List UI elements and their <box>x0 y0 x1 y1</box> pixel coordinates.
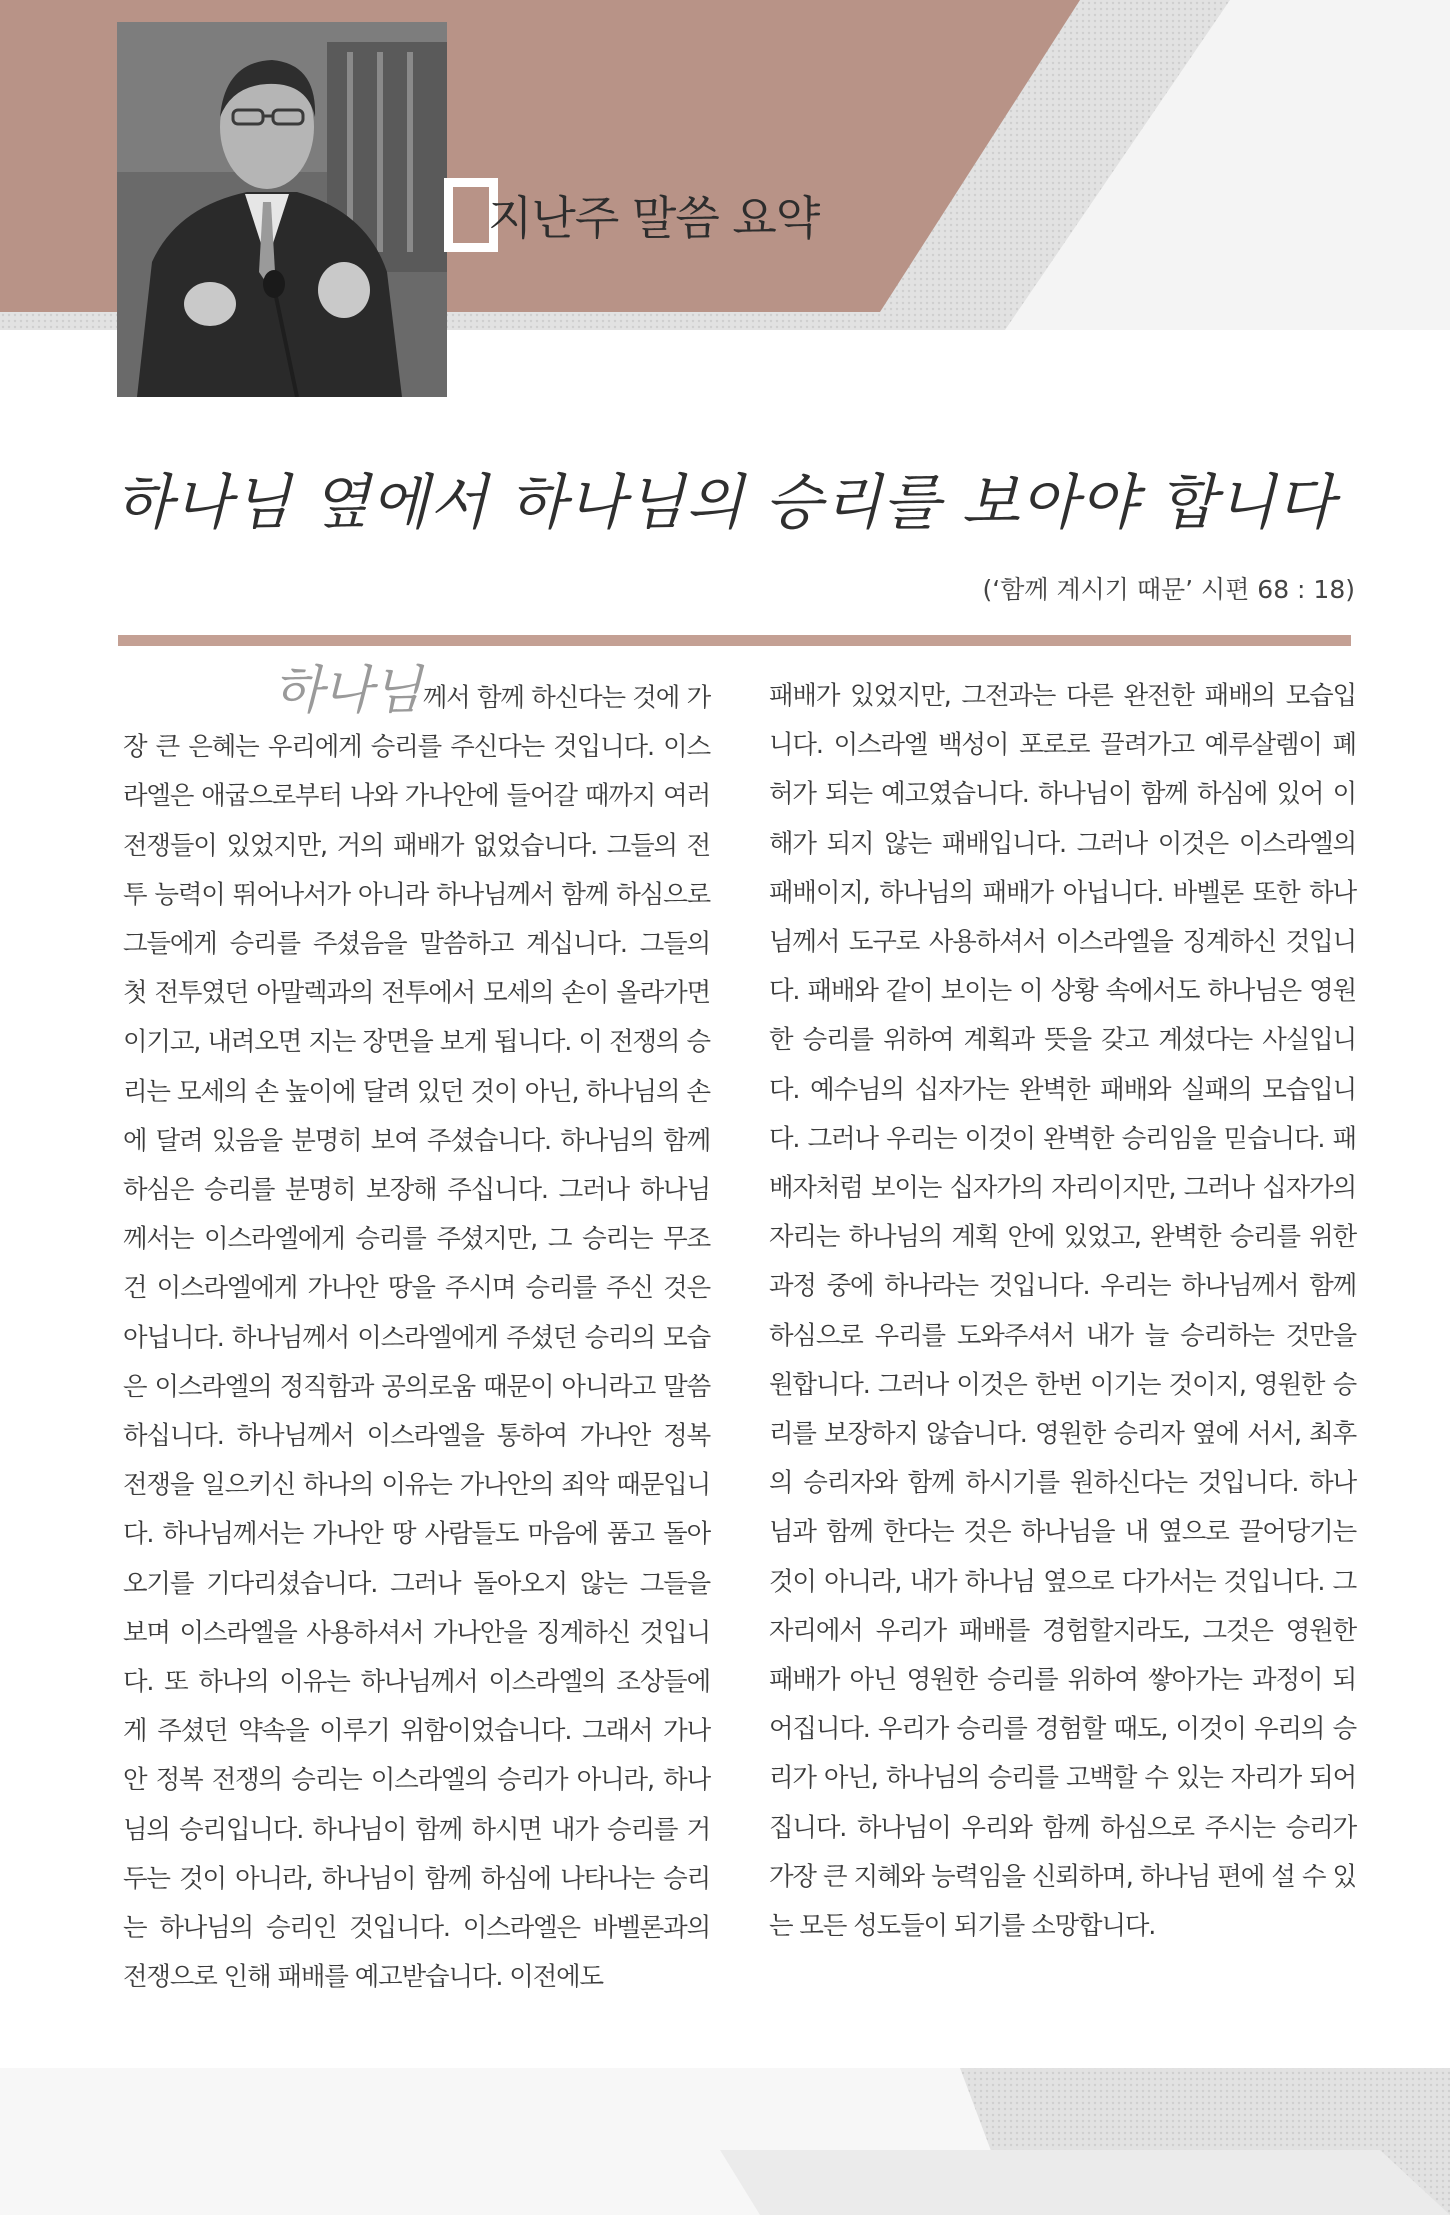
left-column-text: 께서 함께 하신다는 것에 가장 큰 은혜는 우리에게 승리를 주신다는 것입니다. 이스라엘은 애굽으로부터 나와 가나안에 들어갈 때까지 여러 전쟁들이 있었지만, 거의 패배가 없었습니다. 그들의 전투 능력이 뛰어나서가 아니라 하나님께서 함께 하심으로 그들에게 승리를 주셨음을 말씀하고 계십니다. 그들의 첫 전투였던 아말렉과의 전투에서 모세의 손이 올라가면 이기고, 내려오면 지는 장면을 보게 됩니다. 이 전쟁의 승리는 모세의 손 높이에 달려 있던 것이 아닌, 하나님의 손에 달려 있음을 분명히 보여 주셨습니다. 하나님의 함께 하심은 승리를 분명히 보장해 주십니다. 그러나 하나님께서는 이스라엘에게 승리를 주셨지만, 그 승리는 무조건 이스라엘에게 가나안 땅을 주시며 승리를 주신 것은 아닙니다. 하나님께서 이스라엘에게 주셨던 승리의 모습은 이스라엘의 정직함과 공의로움 때문이 아니라고 말씀하십니다. 하나님께서 이스라엘을 통하여 가나안 정복 전쟁을 일으키신 하나의 이유는 가나안의 죄악 때문입니다. 하나님께서는 가나안 땅 사람들도 마음에 품고 돌아오기를 기다리셨습니다. 그러나 돌아오지 않는 그들을 보며 이스라엘을 사용하셔서 가나안을 징계하신 것입니다. 또 하나의 이유는 하나님께서 이스라엘의 조상들에게 주셨던 약속을 이루기 위함이었습니다. 그래서 가나안 정복 전쟁의 승리는 이스라엘의 승리가 아니라, 하나님의 승리입니다. 하나님이 함께 하시면 내가 승리를 거두는 것이 아니라, 하나님이 함께 하심에 나타나는 승리는 하나님의 승리인 것입니다. 이스라엘은 바벨론과의 전쟁으로 인해 패배를 예고받습니다. 이전에도 <box>123 682 710 1992</box>
sermon-title: 하나님 옆에서 하나님의 승리를 보아야 합니다 <box>114 468 1336 538</box>
dropcap: 하나님 <box>273 661 421 721</box>
footer-light-wedge <box>720 2150 1450 2215</box>
right-column-text: 패배가 있었지만, 그전과는 다른 완전한 패배의 모습입니다. 이스라엘 백성이 포로로 끌려가고 예루살렘이 폐허가 되는 예고였습니다. 하나님이 함께 하심에 있어 이해가 되지 않는 패배입니다. 그러나 이것은 이스라엘의 패배이지, 하나님의 패배가 아닙니다. 바벨론 또한 하나님께서 도구로 사용하셔서 이스라엘을 징계하신 것입니다. 패배와 같이 보이는 이 상황 속에서도 하나님은 영원한 승리를 위하여 계획과 뜻을 갖고 계셨다는 사실입니다. 예수님의 십자가는 완벽한 패배와 실패의 모습입니다. 그러나 우리는 이것이 완벽한 승리임을 믿습니다. 패배자처럼 보이는 십자가의 자리이지만, 그러나 십자가의 자리는 하나님의 계획 안에 있었고, 완벽한 승리를 위한 과정 중에 하나라는 것입니다. 우리는 하나님께서 함께 하심으로 우리를 도와주셔서 내가 늘 승리하는 것만을 원합니다. 그러나 이것은 한번 이기는 것이지, 영원한 승리를 보장하지 않습니다. 영원한 승리자 옆에 서서, 최후의 승리자와 함께 하시기를 원하신다는 것입니다. 하나님과 함께 한다는 것은 하나님을 내 옆으로 끌어당기는 것이 아니라, 내가 하나님 옆으로 다가서는 것입니다. 그 자리에서 우리가 패배를 경험할지라도, 그것은 영원한 패배가 아닌 영원한 승리를 위하여 쌓아가는 과정이 되어집니다. 우리가 승리를 경험할 때도, 이것이 우리의 승리가 아닌, 하나님의 승리를 고백할 수 있는 자리가 되어집니다. 하나님이 우리와 함께 하심으로 주시는 승리가 가장 큰 지혜와 능력임을 신뢰하며, 하나님 편에 설 수 있는 모든 성도들이 되기를 소망합니다. <box>769 680 1356 1941</box>
pastor-photo <box>117 22 447 397</box>
title-divider <box>118 635 1351 646</box>
sermon-column-right <box>769 671 1356 1950</box>
scripture-reference: (‘함께 계시기 때문’ 시편 68 : 18) <box>982 575 1355 604</box>
sermon-column-left <box>123 661 710 2001</box>
section-label: 지난주 말씀 요약 <box>488 191 820 245</box>
